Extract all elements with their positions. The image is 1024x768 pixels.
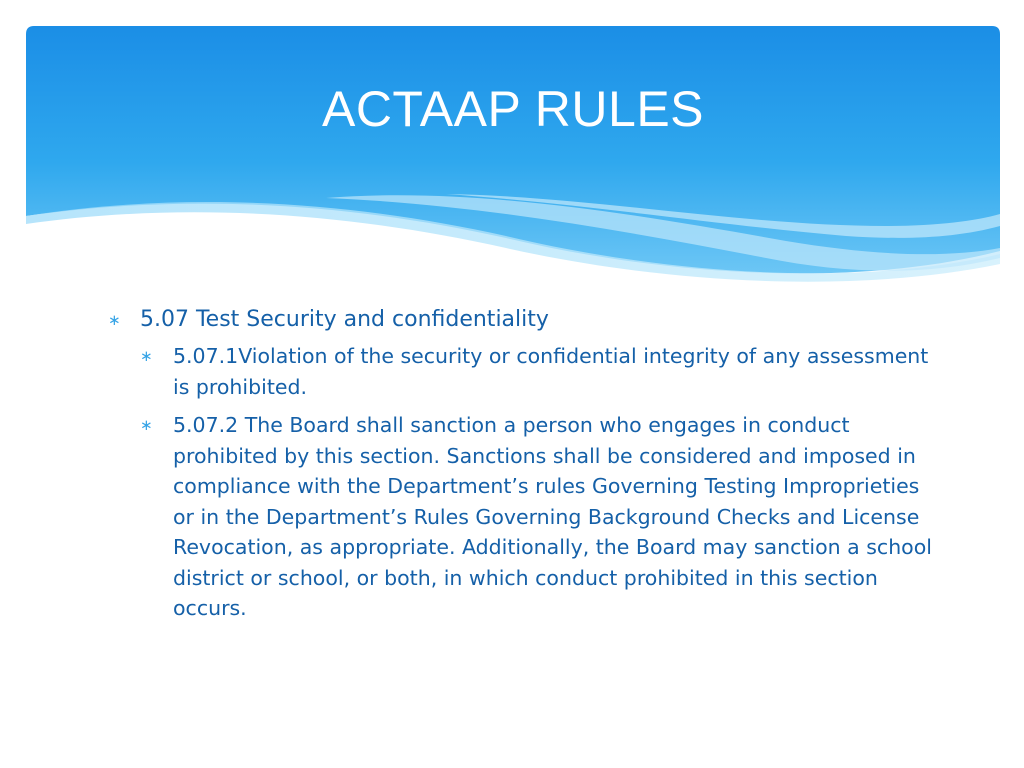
bullet-item-level2 — [108, 410, 933, 624]
bullet-text: 5.07 Test Security and confidentiality — [140, 307, 549, 332]
bullet-text: 5.07.1Violation of the security or confidential integrity of any assessment is prohibited. — [173, 344, 929, 399]
asterisk-bullet-icon: ∗ — [140, 347, 153, 365]
asterisk-bullet-icon: ∗ — [108, 311, 121, 329]
wave-banner-graphic — [26, 26, 1000, 288]
bullet-item-level1 — [108, 305, 938, 335]
bullet-item-level2 — [108, 341, 933, 402]
title-banner — [26, 26, 1000, 288]
slide-title: ACTAAP RULES — [321, 81, 705, 137]
slide-body — [108, 305, 938, 632]
asterisk-bullet-icon: ∗ — [140, 416, 153, 434]
bullet-text: 5.07.2 The Board shall sanction a person who engages in conduct prohibited by this section. Sanctions shall be considered and imposed in compliance with the Department’s rules Governing Testing Improprieties or in the Department’s Rules Governing Background Checks and License Revocation, as appropriate. Additionally, the Board may sanction a school district or school, or both, in which conduct prohibited in this section occurs. — [173, 413, 932, 620]
